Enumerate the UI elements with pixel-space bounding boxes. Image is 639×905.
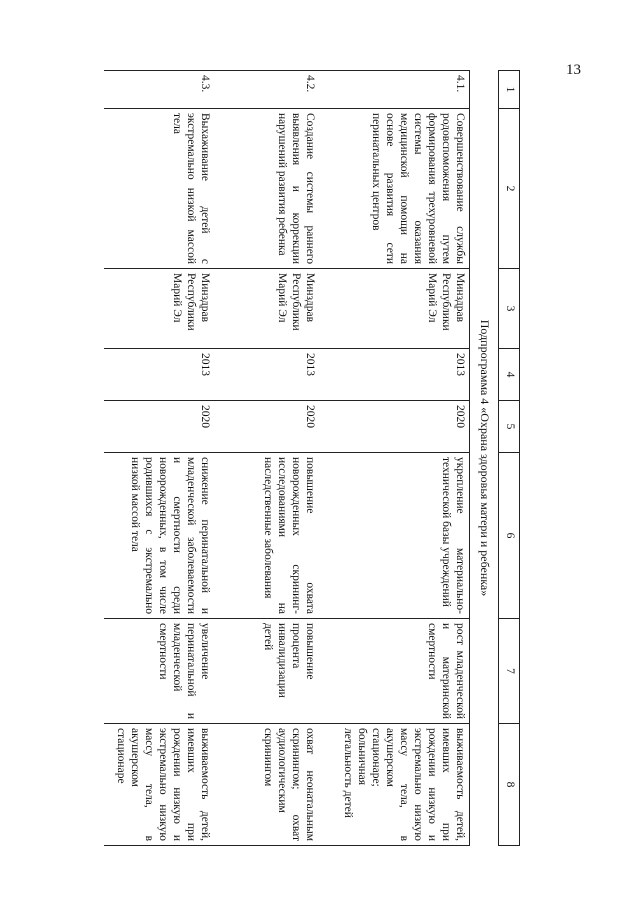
indicator-cell: выживаемость детей, имевших при рождении низкую и экстремально низкую массу тела, в акушерском стационаре; больничная летальность детей <box>320 724 470 846</box>
result-cell: укрепление материально-технической базы учреждений <box>320 453 470 619</box>
indicator-cell: выживаемость детей, имевших при рождении низкую и экстремально низкую массу тела, в акушерском стационаре <box>105 724 215 846</box>
col-header-7: 7 <box>499 619 520 724</box>
subprogram-row <box>470 71 499 846</box>
end-year-cell: 2020 <box>215 401 320 453</box>
result-cell: повышение охвата новорожденных скрининг-исследованиями на наследственные заболевания <box>215 453 320 619</box>
measure-cell: Совершенствование службы родовспоможения путем формирования трехуровневой системы оказания медицинской помощи на основе развития сети перинатальных центров <box>320 109 470 269</box>
consequence-cell: рост младенческой и материнской смертности <box>320 619 470 724</box>
indicator-cell: охват неонатальным скринингом; охват аудиологическим скринингом <box>215 724 320 846</box>
result-cell: снижение перинатальной и младенческой заболеваемости и смертности среди новорожденных, в том числе родившихся с экстремально низкой массой тела <box>105 453 215 619</box>
col-header-6: 6 <box>499 453 520 619</box>
row-number: 4.2. <box>215 71 320 109</box>
executor-cell: Минздрав Республики Марий Эл <box>215 269 320 349</box>
table-row <box>320 71 470 846</box>
end-year-cell: 2020 <box>320 401 470 453</box>
header-row <box>499 71 520 846</box>
executor-cell: Минздрав Республики Марий Эл <box>320 269 470 349</box>
measure-cell: Создание системы раннего выявления и коррекции нарушений развития ребенка <box>215 109 320 269</box>
consequence-cell: увеличение перинатальной и младенческой смертности <box>105 619 215 724</box>
table-row <box>215 71 320 846</box>
table-row <box>105 71 215 846</box>
program-table <box>105 70 521 846</box>
col-header-3: 3 <box>499 269 520 349</box>
col-header-8: 8 <box>499 724 520 846</box>
rotated-table-container <box>115 70 520 845</box>
start-year-cell: 2013 <box>215 349 320 401</box>
subprogram-title: Подпрограмма 4 «Охрана здоровья матери и ребенка» <box>470 71 499 846</box>
col-header-1: 1 <box>499 71 520 109</box>
start-year-cell: 2013 <box>320 349 470 401</box>
executor-cell: Минздрав Республики Марий Эл <box>105 269 215 349</box>
consequence-cell: повышение процента инвалидизации детей <box>215 619 320 724</box>
row-number: 4.1. <box>320 71 470 109</box>
page-number: 13 <box>566 62 581 78</box>
measure-cell: Выхаживание детей с экстремально низкой массой тела <box>105 109 215 269</box>
col-header-5: 5 <box>499 401 520 453</box>
start-year-cell: 2013 <box>105 349 215 401</box>
col-header-4: 4 <box>499 349 520 401</box>
row-number: 4.3. <box>105 71 215 109</box>
col-header-2: 2 <box>499 109 520 269</box>
end-year-cell: 2020 <box>105 401 215 453</box>
